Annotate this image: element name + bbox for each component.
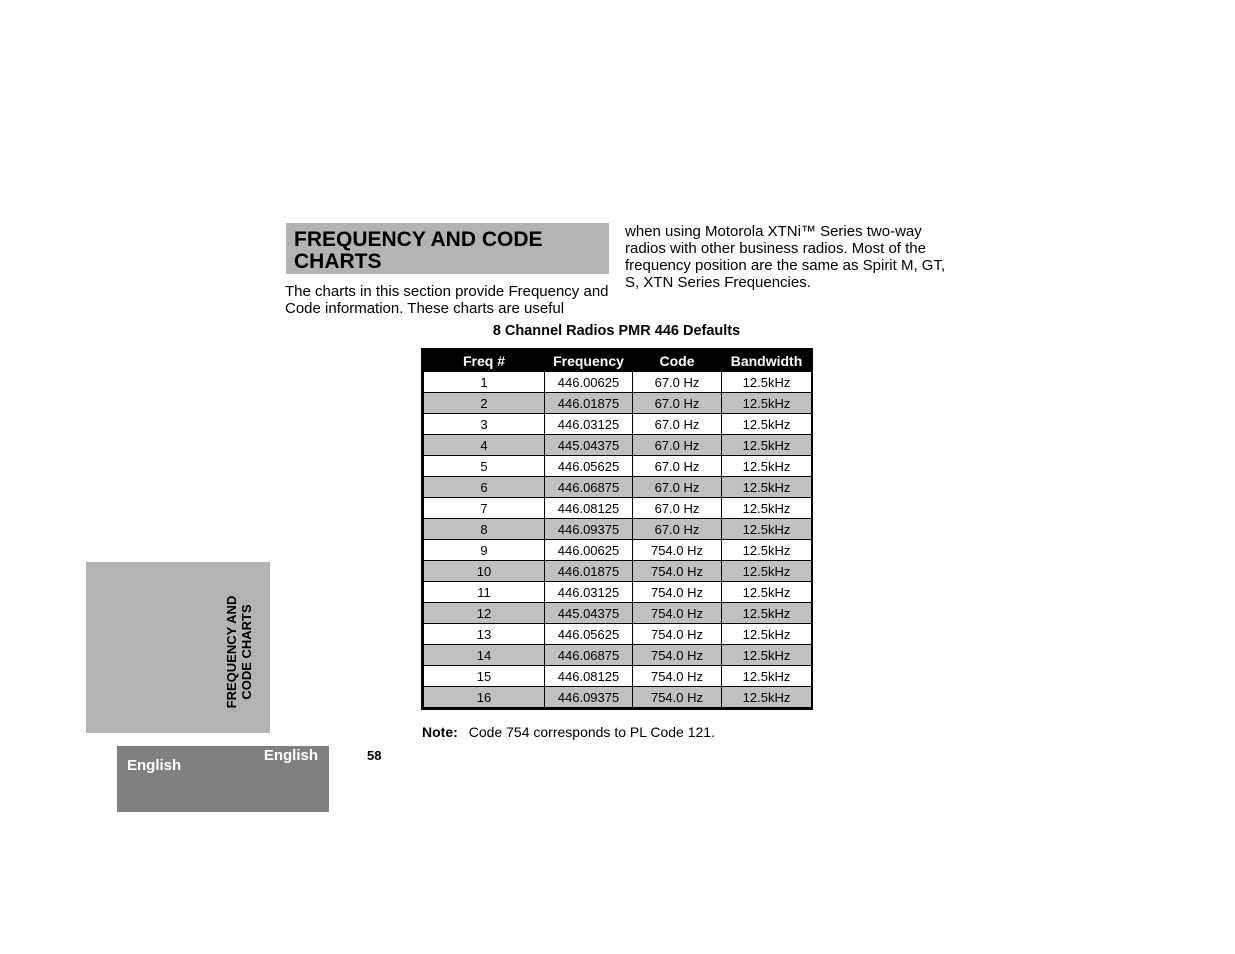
frequency-cell: 446.09375 [545,519,633,540]
frequency-cell: 446.06875 [545,477,633,498]
table-row [424,372,812,393]
table-row [424,624,812,645]
frequency-cell: 446.08125 [545,666,633,687]
frequency-cell: 446.01875 [545,561,633,582]
frequency-cell: 446.05625 [545,624,633,645]
frequency-cell: 446.06875 [545,645,633,666]
side-section-tab-label: FREQUENCY AND CODE CHARTS [224,595,254,709]
bandwidth-cell: 12.5kHz [722,519,812,540]
code-cell: 754.0 Hz [633,582,722,603]
frequency-cell: 446.09375 [545,687,633,708]
bandwidth-cell: 12.5kHz [722,645,812,666]
freq-num-cell: 9 [424,540,545,561]
frequency-cell: 445.04375 [545,435,633,456]
bandwidth-cell: 12.5kHz [722,477,812,498]
language-label-left: English [127,757,182,774]
table-row [424,561,812,582]
freq-num-cell: 13 [424,624,545,645]
code-cell: 67.0 Hz [633,372,722,393]
language-tab [117,746,329,812]
frequency-cell: 446.03125 [545,582,633,603]
table-header-row [424,350,812,372]
code-cell: 67.0 Hz [633,519,722,540]
language-label-right: English [263,747,318,764]
table-row [424,519,812,540]
code-cell: 67.0 Hz [633,456,722,477]
table-row [424,414,812,435]
frequency-cell: 446.00625 [545,540,633,561]
code-cell: 754.0 Hz [633,540,722,561]
code-cell: 754.0 Hz [633,624,722,645]
section-title: FREQUENCY AND CODE CHARTS [294,228,543,273]
intro-text-left: The charts in this section provide Frequency and Code information. These charts are useful [285,283,609,317]
frequency-table [421,348,813,710]
table-row [424,603,812,624]
freq-num-cell: 1 [424,372,545,393]
bandwidth-cell: 12.5kHz [722,561,812,582]
table-row [424,456,812,477]
bandwidth-cell: 12.5kHz [722,435,812,456]
table-row [424,498,812,519]
freq-num-cell: 12 [424,603,545,624]
freq-num-cell: 4 [424,435,545,456]
column-header-bandwidth: Bandwidth [722,350,812,372]
code-cell: 754.0 Hz [633,603,722,624]
code-cell: 754.0 Hz [633,645,722,666]
table-row [424,393,812,414]
frequency-cell: 446.08125 [545,498,633,519]
code-cell: 754.0 Hz [633,666,722,687]
freq-num-cell: 3 [424,414,545,435]
table-row [424,477,812,498]
frequency-cell: 446.03125 [545,414,633,435]
bandwidth-cell: 12.5kHz [722,540,812,561]
table-row [424,687,812,708]
table-row [424,435,812,456]
bandwidth-cell: 12.5kHz [722,624,812,645]
table-caption: 8 Channel Radios PMR 446 Defaults [492,323,741,339]
code-cell: 67.0 Hz [633,393,722,414]
bandwidth-cell: 12.5kHz [722,414,812,435]
note-label: Note: [422,724,458,740]
intro-text-right: when using Motorola XTNi™ Series two-way radios with other business radios. Most of the frequency position are the same as Spirit M, GT, S, XTN Series Frequencies. [625,223,946,291]
bandwidth-cell: 12.5kHz [722,498,812,519]
freq-num-cell: 14 [424,645,545,666]
freq-num-cell: 11 [424,582,545,603]
table-row [424,645,812,666]
side-section-tab-label-wrap [224,584,264,720]
code-cell: 754.0 Hz [633,561,722,582]
table-note [422,724,715,740]
code-cell: 67.0 Hz [633,498,722,519]
bandwidth-cell: 12.5kHz [722,393,812,414]
freq-num-cell: 15 [424,666,545,687]
frequency-cell: 446.01875 [545,393,633,414]
bandwidth-cell: 12.5kHz [722,582,812,603]
column-header-frequency: Frequency [545,350,633,372]
bandwidth-cell: 12.5kHz [722,456,812,477]
table-body [424,372,812,708]
bandwidth-cell: 12.5kHz [722,666,812,687]
frequency-cell: 446.05625 [545,456,633,477]
bandwidth-cell: 12.5kHz [722,687,812,708]
column-header-freq-num: Freq # [424,350,545,372]
freq-num-cell: 10 [424,561,545,582]
table-row [424,666,812,687]
frequency-cell: 446.00625 [545,372,633,393]
page-number: 58 [367,748,382,763]
note-text: Code 754 corresponds to PL Code 121. [468,724,715,740]
freq-num-cell: 8 [424,519,545,540]
bandwidth-cell: 12.5kHz [722,603,812,624]
freq-num-cell: 16 [424,687,545,708]
freq-num-cell: 2 [424,393,545,414]
column-header-code: Code [633,350,722,372]
freq-num-cell: 6 [424,477,545,498]
frequency-cell: 445.04375 [545,603,633,624]
code-cell: 754.0 Hz [633,687,722,708]
code-cell: 67.0 Hz [633,414,722,435]
bandwidth-cell: 12.5kHz [722,372,812,393]
freq-num-cell: 5 [424,456,545,477]
code-cell: 67.0 Hz [633,477,722,498]
table-row [424,582,812,603]
freq-num-cell: 7 [424,498,545,519]
table-row [424,540,812,561]
code-cell: 67.0 Hz [633,435,722,456]
